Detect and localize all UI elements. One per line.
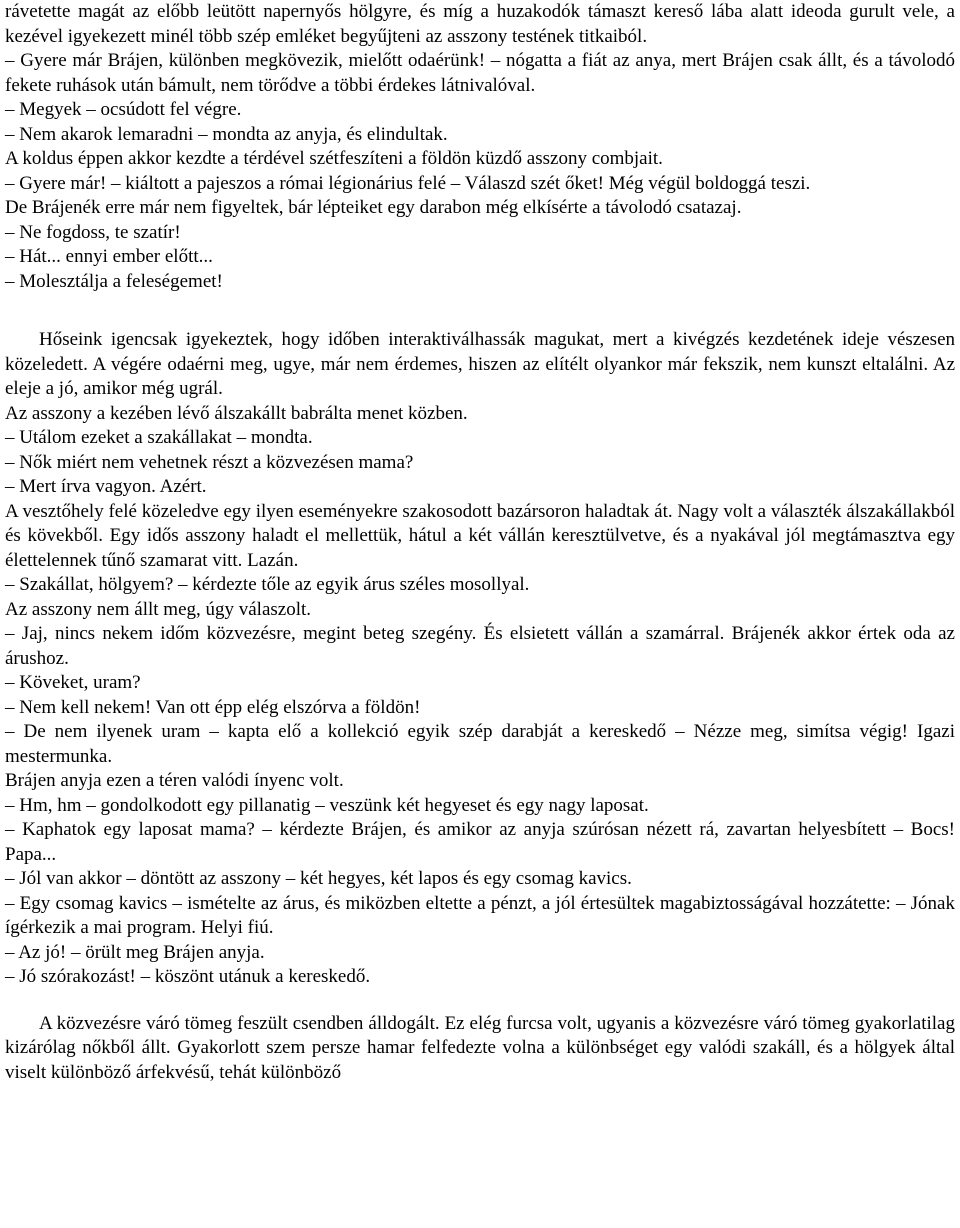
section-break [5,294,955,328]
paragraph: A vesztőhely felé közeledve egy ilyen eseményekre szakosodott bazársoron haladtak át. Nagy volt a választék álszakállakból és kövekből. Egy idős asszony haladt el mellettük, hátul a két vállán keresztülvetve, és a nyakával jól megtámasztva egy élettelennek tűnő szamarat vitt. Lazán. [5,500,955,571]
paragraph: rávetette magát az előbb leütött napernyős hölgyre, és míg a huzakodók támaszt kereső lába alatt ideoda gurult vele, a kezével igyekezett minél több szép emléket begyűjteni az asszony testének titkaiból. [5,1,955,47]
paragraph: A közvezésre váró tömeg feszült csendben álldogált. Ez elég furcsa volt, ugyanis a közvezésre váró tömeg gyakorlatilag kizárólag nőkből állt. Gyakorlott szem persze hamar felfedezte volna a különbséget egy valódi szakáll, és a hölgyek által viselt különböző árfekvésű, tehát különböző [5,1012,955,1083]
paragraph: Brájen anyja ezen a téren valódi ínyenc volt. [5,770,344,791]
dialogue-line: – Egy csomag kavics – ismételte az árus, és miközben eltette a pénzt, a jól értesültek magabiztosságával hozzátette: – Jónak ígérkezik a mai program. Helyi fiú. [5,892,955,938]
text-block-1 [5,0,955,294]
dialogue-line: – Gyere már! – kiáltott a pajeszos a római légionárius felé – Válaszd szét őket! Még végül boldoggá teszi. [5,172,811,194]
text-block-2 [5,328,955,990]
dialogue-line: – Nem kell nekem! Van ott épp elég elszórva a földön! [5,696,421,718]
section-break [5,990,955,1012]
dialogue-line: – Köveket, uram? [5,672,141,693]
dialogue-line: – Kaphatok egy laposat mama? – kérdezte Brájen, és amikor az anyja szúrósan nézett rá, zavartan helyesbített – Bocs! Papa... [5,819,955,865]
dialogue-line: – Nők miért nem vehetnek részt a közvezésen mama? [5,451,414,473]
dialogue-line: – Ne fogdoss, te szatír! [5,221,181,243]
dialogue-line: – Hát... ennyi ember előtt... [5,246,213,267]
dialogue-line: – Molesztálja a feleségemet! [5,270,223,292]
dialogue-line: – Az jó! – örült meg Brájen anyja. [5,941,265,963]
dialogue-line: – Mert írva vagyon. Azért. [5,476,207,497]
dialogue-line: – Nem akarok lemaradni – mondta az anyja, és elindultak. [5,123,448,145]
paragraph: Az asszony nem állt meg, úgy válaszolt. [5,598,312,620]
dialogue-line: – Utálom ezeket a szakállakat – mondta. [5,427,313,448]
dialogue-line: – Jól van akkor – döntött az asszony – két hegyes, két lapos és egy csomag kavics. [5,868,632,889]
dialogue-line: – Megyek – ocsúdott fel végre. [5,99,242,120]
dialogue-line: – Jó szórakozást! – köszönt utánuk a kereskedő. [5,966,371,987]
paragraph: Hőseink igencsak igyekeztek, hogy időben interaktiválhassák magukat, mert a kivégzés kezdetének ideje vészesen közeledett. A végére odaérni meg, ugye, már nem érdemes, hiszen az elítélt olyankor már fekszik, nem kunszt eltalálni. Az eleje a jó, amikor még ugrál. [5,329,955,399]
dialogue-line: – Gyere már Brájen, különben megkövezik, mielőtt odaérünk! – nógatta a fiát az anya, mert Brájen csak állt, és a távolodó fekete ruhások után bámult, nem törődve a többi érdekes látnivalóval. [5,50,955,96]
dialogue-line: – De nem ilyenek uram – kapta elő a kollekció egyik szép darabját a kereskedő – Nézze meg, simítsa végig! Igazi mestermunka. [5,721,955,767]
paragraph: A koldus éppen akkor kezdte a térdével szétfeszíteni a földön küzdő asszony combjait. [5,148,663,169]
dialogue-line: – Hm, hm – gondolkodott egy pillanatig – veszünk két hegyeset és egy nagy laposat. [5,794,649,816]
dialogue-line: – Szakállat, hölgyem? – kérdezte tőle az egyik árus széles mosollyal. [5,574,530,595]
text-block-3 [5,1012,955,1086]
paragraph: Az asszony a kezében lévő álszakállt babrálta menet közben. [5,402,468,424]
dialogue-line: – Jaj, nincs nekem időm közvezésre, megint beteg szegény. És elsietett vállán a szamárral. Brájenék akkor értek oda az árushoz. [5,623,955,669]
paragraph: De Brájenék erre már nem figyeltek, bár lépteiket egy darabon még elkísérte a távolodó csatazaj. [5,197,742,218]
